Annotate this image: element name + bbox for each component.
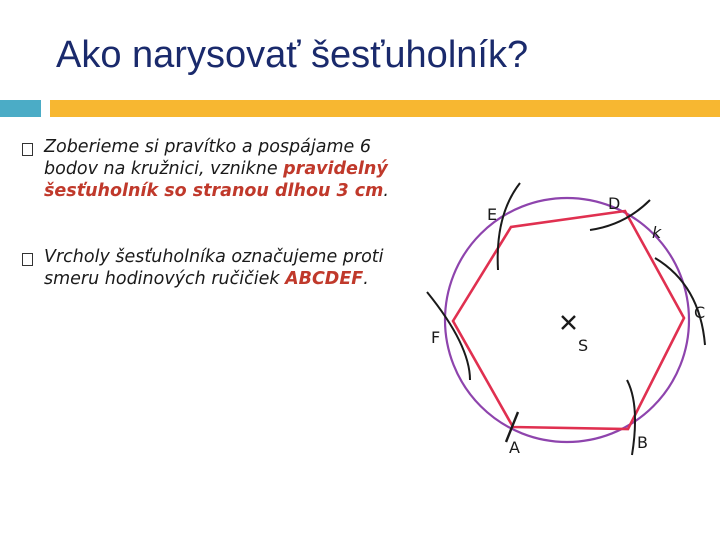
bullet-2-part-3: . bbox=[363, 269, 369, 289]
compass-arc-c bbox=[655, 258, 705, 345]
label-vertex-a: A bbox=[509, 438, 520, 457]
bullet-2-part-1: Vrcholy šesťuholníka označujeme proti smeru hodinových ručičiek bbox=[44, 247, 384, 289]
bullet-1-part-3: . bbox=[383, 181, 389, 201]
bullet-2-highlight: ABCDEF bbox=[285, 269, 364, 289]
bullet-1-part-1: Zoberieme si pravítko a pospájame 6 bodov na kružnici, vznikne bbox=[44, 137, 371, 179]
label-vertex-d: D bbox=[608, 194, 621, 213]
label-vertex-c: C bbox=[694, 303, 706, 322]
label-vertex-e: E bbox=[487, 205, 498, 224]
label-vertex-b: B bbox=[637, 433, 648, 452]
label-center-s: S bbox=[578, 336, 589, 355]
label-vertex-f: F bbox=[431, 328, 441, 347]
slide-title: Ako narysovať šesťuholník? bbox=[56, 34, 529, 76]
label-circle-k: k bbox=[652, 223, 662, 242]
bullet-1-highlight: pravidelný šesťuholník so stranou dlhou 3 cm bbox=[44, 159, 388, 201]
center-cross-icon bbox=[562, 316, 575, 329]
hexagon-abcdef bbox=[453, 211, 684, 429]
